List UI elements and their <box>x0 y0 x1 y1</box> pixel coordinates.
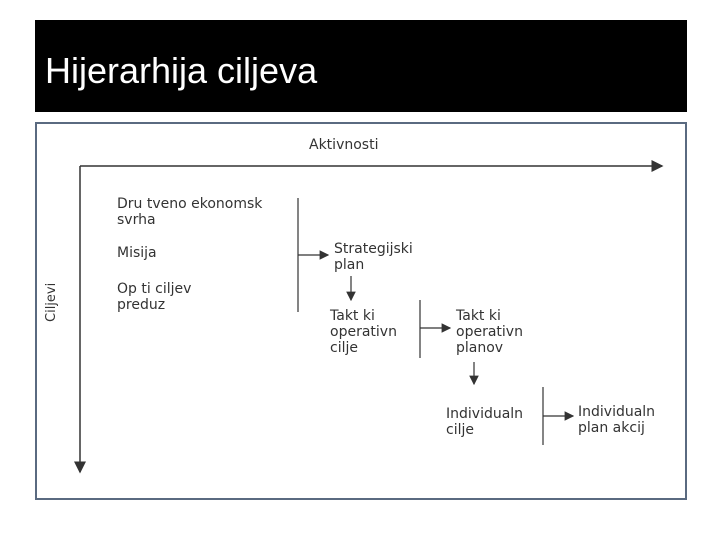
strategic-line1: Strategijski <box>334 241 413 257</box>
tactical-goals-line1: Takt ki <box>330 308 375 324</box>
tactical-plans-line1: Takt ki <box>456 308 501 324</box>
slide-title: Hijerarhija ciljeva <box>45 50 318 91</box>
general-goals-line1: Op ti ciljev <box>117 281 192 297</box>
tactical-goals-line2: operativn <box>330 324 397 340</box>
tactical-plans-line3: planov <box>456 340 504 356</box>
purpose-line2: svrha <box>117 212 156 228</box>
x-axis-label: Aktivnosti <box>309 137 379 153</box>
y-axis-label: Ciljevi <box>44 282 59 322</box>
mission-label: Misija <box>117 245 157 261</box>
individual-goals-line1: Individualn <box>446 406 524 422</box>
strategic-line2: plan <box>334 257 365 273</box>
general-goals-line2: preduz <box>117 297 166 313</box>
individual-goals-line2: cilje <box>446 422 474 438</box>
tactical-goals-line3: cilje <box>330 340 358 356</box>
tactical-plans-line2: operativn <box>456 324 523 340</box>
purpose-line1: Dru tveno ekonomsk <box>117 196 263 212</box>
individual-plans-line2: plan akcij <box>578 420 645 436</box>
individual-plans-line1: Individualn <box>578 404 656 420</box>
